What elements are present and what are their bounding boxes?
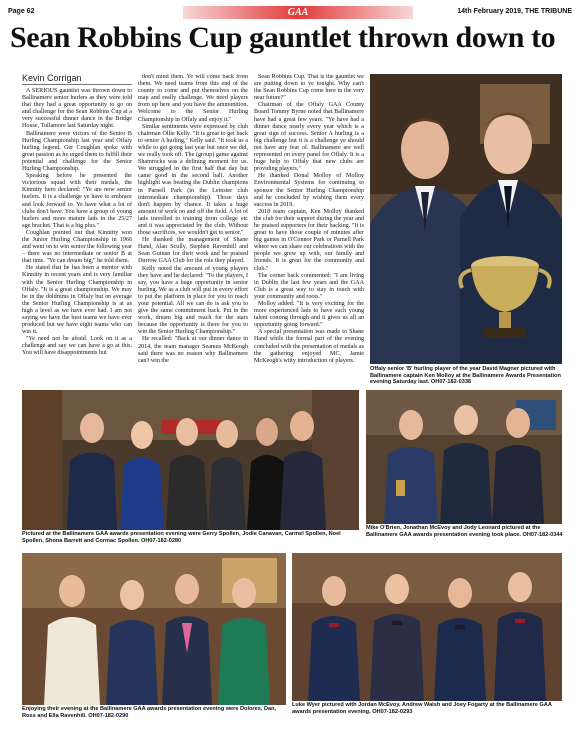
byline-rule bbox=[22, 84, 132, 85]
paragraph: "Ye need not be afraid. Look on it as a challenge and say we can have a go at this. You will have disappointments but bbox=[22, 336, 132, 357]
caption-photo-5: Luke Wyer pictured with Jordan McEvoy, Andrew Walsh and Joey Fogarty at the Ballinamere GAA awards presentation evening. OH07-182-0293 bbox=[292, 702, 552, 715]
paragraph: Chairman of the Offaly GAA County Board Tommy Byrne noted that Ballinamere have had a great few years. "Ye have had a dinner dance nearly every year which is a great sign of success. Senior A hurling is a big challenge but it is a challenge ye should not have any fear of. Ballinamere are well represented on every panel for Offaly. It is a huge help to Offaly that new clubs are providing players." bbox=[254, 102, 364, 173]
article-column-2 bbox=[138, 74, 248, 388]
paragraph: Sean Robbins Cup. That is the gauntlet we are putting down to ye tonight. Why can't the Sean Robbins Cup come here in the very near future?" bbox=[254, 74, 364, 102]
headline: Sean Robbins Cup gauntlet thrown down to bbox=[10, 21, 556, 54]
photo-magner-molloy bbox=[370, 74, 562, 364]
paragraph: He recalled: "Back at our dinner dance in 2014, the team manager Seamus McKeogh said there was no reason why Ballinamere can't win the bbox=[138, 336, 248, 364]
photo-wyer-group bbox=[292, 553, 562, 701]
paragraph: A SERIOUS gauntlet was thrown down to Ballinamere senior hurlers as they were told that they had a great opportunity to go on and challenge for the Sean Robbins Cup at a very successful dinner dance in the Bridge House, Tullamore last Saturday night. bbox=[22, 88, 132, 130]
caption-photo-4: Enjoying their evening at the Ballinamere GAA awards presentation evening were Dolores, Dan, Ross and Ella Ravenhill. OH07-182-0290 bbox=[22, 706, 277, 719]
photo-magner-molloy-image bbox=[370, 74, 562, 364]
paragraph: He thanked Donal Molloy of Molloy Environmental Systems for continuing to sponsor the Senior Hurling Championship and he concluded by wishing them every success in 2019. bbox=[254, 173, 364, 208]
paragraph: The corner back commented: "I am living in Dublin the last few years and the GAA Club is a great way to stay in touch with your community and roots." bbox=[254, 272, 364, 300]
paragraph: Similar sentiments were expressed by club chairman Ollie Kelly. "It is great to get back to senior A hurling," Kelly said. "It took us a while to get going last year but once we did, we really took off. The (group) game against Shamrocks was a defining moment for us. We struggled in the first half that day but came good in the second half. Another highlight was beating the Dublin champions in Parnell Park (in the Leinster club intermediate championship). Those days don't happen by chance. It takes a huge amount of work on and off the field. A lot of lads travelled to training from college etc and it was appreciated by the club. Without those sacrifices, we wouldn't get to senior." bbox=[138, 123, 248, 237]
paragraph: Coughlan pointed out that Kinnitty won the Junior Hurling Championship in 1966 and went on to win senior the following year – there was no intermediate or senior B at that time. "Ye can dream big," he told them. bbox=[22, 229, 132, 265]
byline: Kevin Corrigan bbox=[22, 73, 82, 83]
section-label: GAA bbox=[287, 7, 309, 18]
caption-photo-1: Offaly senior 'B' hurling player of the year David Magner pictured with Ballinamere captain Ken Molloy at the Ballinamere Awards Presentation evening Saturday last. OH07-182-0338 bbox=[370, 366, 561, 386]
page-header bbox=[8, 6, 572, 22]
paragraph: A special presentation was made to Shane Hand while the formal part of the evening concluded with the presentation of medals as the gathering enjoyed MC, Jamie McKeogh's witty introduction of players. bbox=[254, 329, 364, 364]
photo-obrien-mcevoy-leonard bbox=[366, 390, 562, 524]
paragraph: Molloy added: "It is very exciting for the more experienced lads to have such young talent coming through and it gives us all an opportunity going forward." bbox=[254, 301, 364, 329]
article-column-1 bbox=[22, 88, 132, 388]
paragraph: He stated that he has been a mentor with Kinnitty in recent years and is very familiar with the Senior Hurling Championship in Offaly. "It is a great championship. We may be in the doldrums in Offaly but on average the Senior Hurling Championship is at as high a level as we have ever had. I am not saying we have the best teams we have ever produced but we have eight teams who can win it. bbox=[22, 265, 132, 336]
paragraph: Speaking before he presented the victorious squad with their medals, the Kinnitty hero declared: "Ye are now senior hurlers. It is a challenge ye have to embrace and look forward to. Ye have what a lot of clubs don't have. You have a group of young hurlers and more mature lads in the 25/27 age bracket. That is a big plus." bbox=[22, 173, 132, 229]
section-band bbox=[183, 6, 413, 19]
caption-photo-3: Mike O'Brien, Jonathan McEvoy and Jody Leonard pictured at the Ballinamere GAA awards presentation evening took place. OH07-182-0344 bbox=[366, 525, 563, 538]
issue-date: 14th February 2019, THE TRIBUNE bbox=[457, 8, 572, 15]
paragraph: Kelly noted the amount of young players they have and he declared: "To the players, I say, you have a huge opportunity in senior hurling. We as a club will put in every effort to put the platform in place for you to reach your potential. All we can do is ask you to give the same commitment back. Put in the work, dream big and reach for the stars because the opportunity is there for you to win the Senior Hurling Championship." bbox=[138, 265, 248, 336]
photo-wyer-group-image bbox=[292, 553, 562, 701]
photo-ravenhill-family-image bbox=[22, 553, 286, 705]
paragraph: He thanked the management of Shane Hand, Alan Scully, Stephen Ravenhill and Sean Guinan for their work and he praised Durrow GAA Club for the role they played. bbox=[138, 237, 248, 265]
paragraph: Ballinamere were victors of the Senior B Hurling Championship last year and Offaly hurling legend, Ger Coughlan spoke with great passion as he urged them to fulfill their potential and challenge for the Senior Hurling Championship. bbox=[22, 130, 132, 173]
photo-spollen-group bbox=[22, 390, 359, 530]
photo-spollen-group-image bbox=[22, 390, 359, 530]
caption-photo-2: Pictured at the Ballinamere GAA awards presentation evening were Gerry Spollen, Jodie Canavan, Carmel Spollen, Noel Spollen, Shona Barrett and Cormac Spollen. OH07-182-0280 bbox=[22, 531, 341, 544]
photo-obrien-mcevoy-leonard-image bbox=[366, 390, 562, 524]
page-number: Page 62 bbox=[8, 8, 35, 15]
paragraph: don't mind them. Ye will come back from them. We need teams from this end of the county to come and put themselves on the map and really challenge. We need players from up here and you have the ammunition. Welcome to the Senior Hurling Championship in Offaly and enjoy it." bbox=[138, 74, 248, 123]
article-column-3 bbox=[254, 74, 364, 388]
paragraph: 2018 team captain, Ken Molloy thanked the club for their support during the year and he praised supporters for their backing. "It is great to have those couple of minutes after big games in O'Connor Park or Parnell Park where we can share our celebrations with the people we grew up with, our family and friends. It is great for the community and club." bbox=[254, 208, 364, 272]
photo-ravenhill-family bbox=[22, 553, 286, 705]
